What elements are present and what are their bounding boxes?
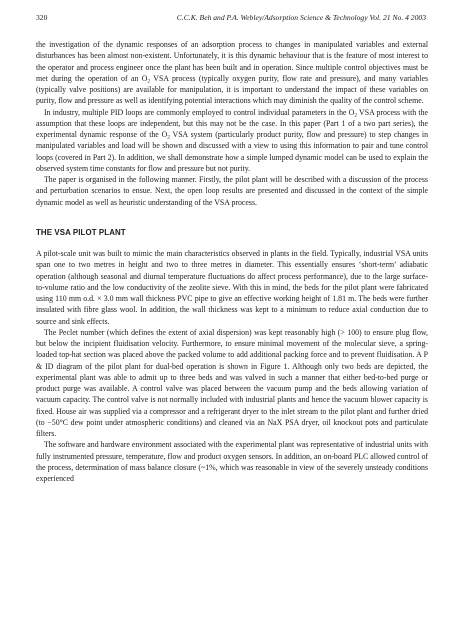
section-paragraph-3: The software and hardware environment associated with the experimental plant was representative of industrial units with fully instrumented pressure, temperature, flow and product oxygen sensors. In addition, an on-board PLC allowed control of the process, determination of mass balance closure (~1%, which was reasonable in view of the severely unsteady conditions experienced [36, 440, 428, 483]
intro-paragraph-2: In industry, multiple PID loops are commonly employed to control individual parameters in the $O_2$ VSA process with the assumption that these loops are independent, but this may not be the case. In this paper (Part 1 of a two part series), the experimental dynamic response of the $O_2$ VSA system (particularly product purity, flow and pressure) to step changes in manipulated variables and load will be shown and discussed with a view to using this information to pair and tune control loops (covered in Part 2). In addition, we shall demonstrate how a simple lumped dynamic model can be used to explain the observed system time constants for flow and pressure but not purity. [36, 107, 429, 173]
intro-paragraph-3: The paper is organised in the following manner. Firstly, the pilot plant will be described with a discussion of the process and perturbation scenarios to ensue. Next, the open loop results are presented and discussed in the context of the simple dynamic model as well as heuristic understanding of the VSA process. [36, 175, 428, 207]
intro-paragraph-1: the investigation of the dynamic responses of an adsorption process to changes in manipulated variables and external disturbances has been almost non-existent. Unfortunately, it is this dynamic behaviour that is the feature of most interest to the operator and process engineer once the plant has been built and in operation. Since multiple control objectives must be met during the operation of an $O_2$ VSA process (typically oxygen purity, flow rate and pressure), and many variables (typically valve positions) are available for manipulation, it is important to understand the impact of these variables on purity, flow and pressure as well as identifying potential interactions which may diminish the quality of the control scheme. [36, 40, 428, 106]
section-paragraph-1: A pilot-scale unit was built to mimic the main characteristics observed in plants in the field. Typically, industrial VSA units span one to two metres in height and two to three metres in diameter. This essentially ensures ‘short-term’ adiabatic operation (although seasonal and diurnal temperature fluctuations do affect process performance), due to the large surface-to-volume ratio and the low conductivity of the zeolite sieve. With this in mind, the beds for the pilot plant were fabricated using 110 mm o.d. × 3.0 mm wall thickness PVC pipe to give an effective working height of 1.81 m. The beds were further insulated with fibre glass wool. In addition, the wall thickness was kept to a minimum to reduce axial conduction due to source and sink effects. [36, 249, 428, 326]
article-body [36, 39, 428, 484]
section-paragraph-2: The Peclet number (which defines the extent of axial dispersion) was kept reasonably high (> 100) to ensure plug flow, but below the incipient fluidisation velocity. Furthermore, to ensure minimal movement of the molecular sieve, a spring-loaded top-hat section was placed above the packed volume to add additional packing force and to prevent fluidisation. A P & ID diagram of the pilot plant for dual-bed operation is shown in Figure 1. Although only two beds are depicted, the experimental plant was able to admit up to three beds and was valved in such a manner that either bed-to-bed purge or product purge was available. A control valve was placed between the vacuum pump and the beds allowing variation of vacuum capacity. The control valve is not normally included with industrial plants and hence the vacuum blower capacity is fixed. House air was supplied via a compressor and a refrigerant dryer to the inlet stream to the pilot plant and further dried (to −50°C dew point under atmospheric conditions) and cleaned via an NaX PSA dryer, oil knockout pots and particulate filters. [36, 327, 428, 438]
page-number: 320 [36, 13, 48, 22]
running-head: C.C.K. Beh and P.A. Webley/Adsorption Science & Technology Vol. 21 No. 4 2003 [176, 13, 426, 22]
section-heading: THE VSA PILOT PLANT [36, 227, 126, 237]
